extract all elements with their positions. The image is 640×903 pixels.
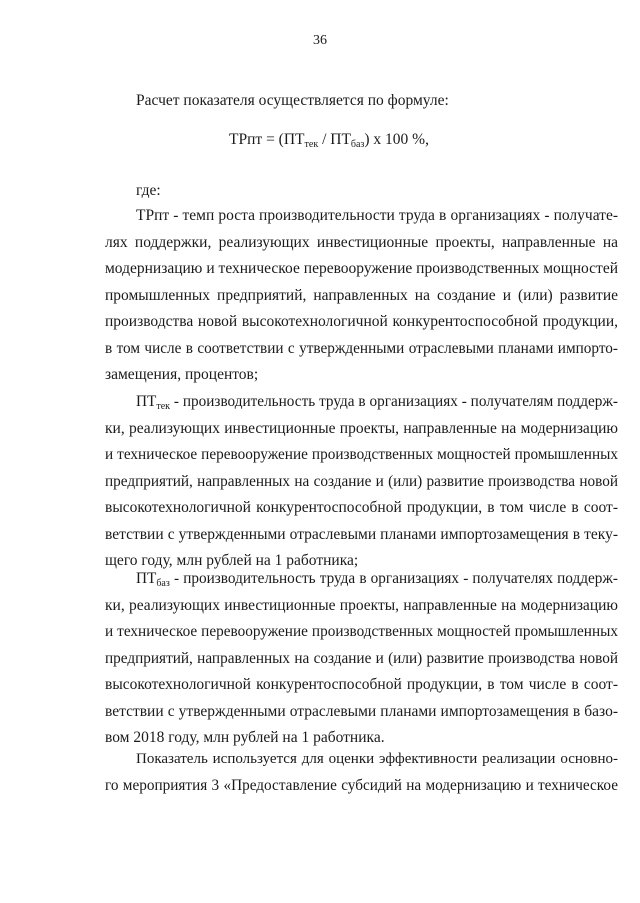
paragraph-line: лях поддержки, реализующих инвестиционные проекты, направленные на — [105, 233, 618, 251]
paragraph-line: вом 2018 году, млн рублей на 1 работника. — [105, 729, 385, 747]
paragraph-line: высокотехнологичной конкурентоспособной продукции, в том числе в соот- — [105, 499, 618, 517]
formula — [0, 131, 640, 149]
paragraph-line: Показатель используется для оценки эффективности реализации основно- — [136, 751, 618, 767]
definition-pt-base — [105, 566, 618, 752]
paragraph-line: щего году, млн рублей на 1 работника; — [105, 552, 359, 570]
definition-trpt — [105, 203, 618, 389]
paragraph-line: предприятий, направленных на создание и (или) развитие производства новой — [105, 472, 618, 490]
formula-rhs: ) х 100 %, — [364, 131, 429, 148]
paragraph-line — [105, 566, 618, 593]
usage-paragraph — [105, 746, 618, 799]
paragraph-line: ки, реализующих инвестиционные проекты, направленные на модернизацию — [105, 419, 618, 437]
definition-symbol: ПТ — [136, 570, 157, 587]
page-number: 36 — [313, 33, 327, 48]
definition-symbol-sub: тек — [156, 401, 171, 412]
formula-intro: Расчет показателя осуществляется по формуле: — [136, 92, 449, 109]
formula-lhs: ТРпт = (ПТ — [229, 131, 305, 148]
paragraph-line: предприятий, направленных на создание и (или) развитие производства новой — [105, 649, 618, 667]
paragraph-line: ветствии с утвержденными отраслевыми планами импортозамещения в базо- — [105, 702, 618, 720]
definition-symbol: ПТ — [136, 393, 157, 410]
paragraph-line: го мероприятия 3 «Предоставление субсидий на модернизацию и техническое — [105, 776, 618, 794]
formula-sub-base: баз — [350, 139, 365, 150]
definition-symbol-sub: баз — [156, 578, 170, 589]
formula-mid: / ПТ — [318, 131, 351, 148]
paragraph-line: модернизацию и техническое перевооружение производственных мощностей — [105, 260, 618, 278]
definition-text: - производительность труда в организациях - получателях поддерж- — [169, 570, 618, 587]
where-label: где: — [136, 182, 161, 199]
paragraph-line: ТРпт - темп роста производительности труда в организациях - получате- — [136, 207, 618, 224]
paragraph-line: замещения, процентов; — [105, 366, 259, 384]
paragraph-line: высокотехнологичной конкурентоспособной продукции, в том числе в соот- — [105, 676, 618, 694]
formula-sub-current: тек — [304, 139, 319, 150]
paragraph-line: ветствии с утвержденными отраслевыми планами импортозамещения в теку- — [105, 525, 618, 543]
paragraph-line: и техническое перевооружение производственных мощностей промышленных — [105, 446, 618, 464]
definition-pt-current — [105, 389, 618, 575]
paragraph-line — [105, 389, 618, 416]
paragraph-line: в том числе в соответствии с утвержденными отраслевыми планами импорто- — [105, 339, 618, 357]
definition-text: - производительность труда в организациях - получателям поддерж- — [170, 393, 618, 410]
paragraph-line: и техническое перевооружение производственных мощностей промышленных — [105, 623, 618, 641]
paragraph-line: ки, реализующих инвестиционные проекты, направленные на модернизацию — [105, 596, 618, 614]
paragraph-line: промышленных предприятий, направленных на создание и (или) развитие — [105, 286, 618, 304]
paragraph-line: производства новой высокотехнологичной конкурентоспособной продукции, — [105, 313, 618, 331]
